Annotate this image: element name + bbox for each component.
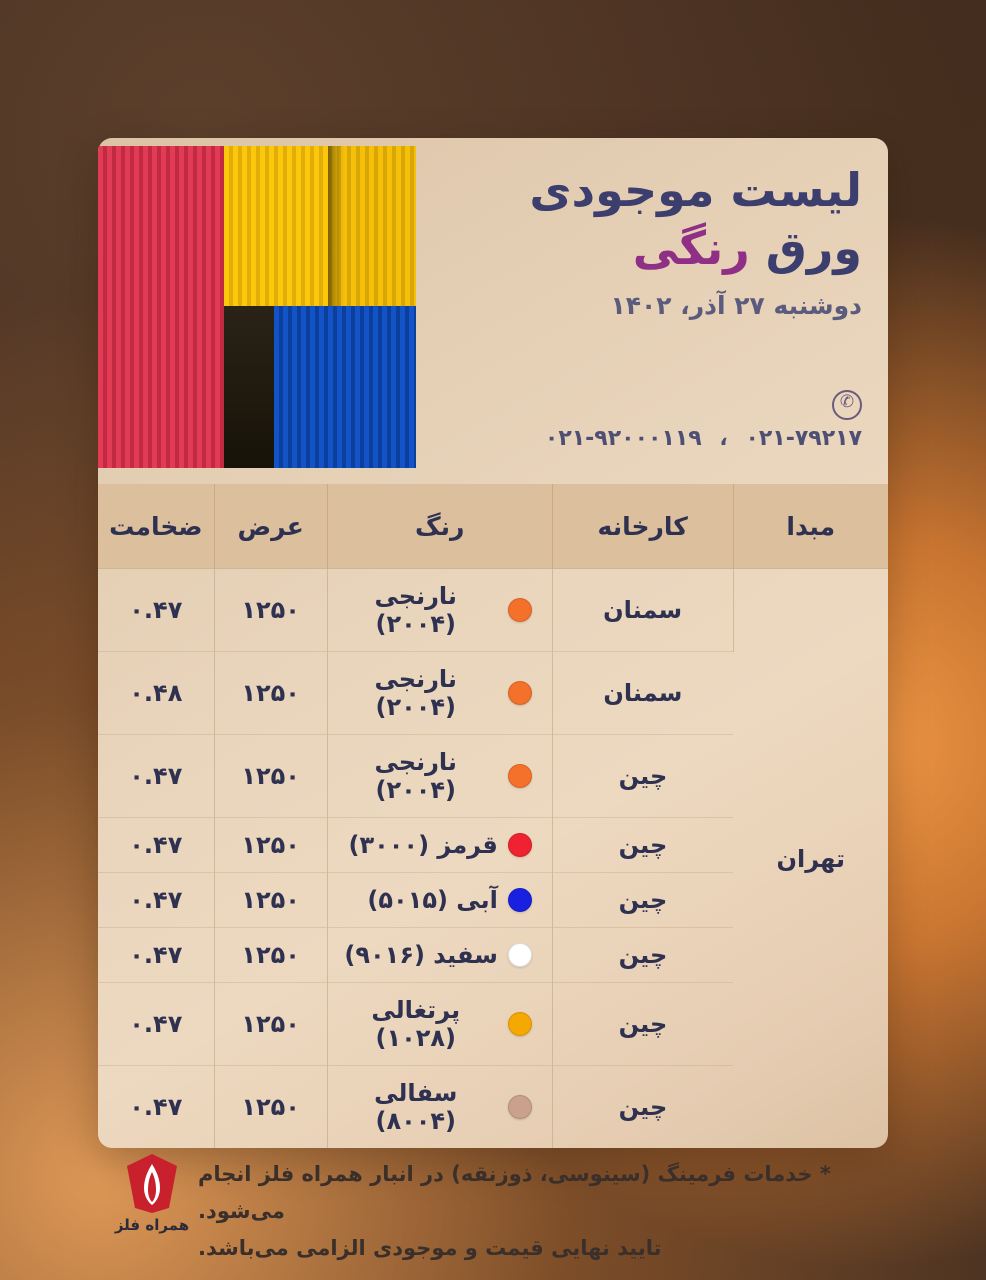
column-header-origin: مبدا bbox=[733, 484, 888, 569]
cell-thickness: ۰.۴۷ bbox=[98, 983, 214, 1066]
cell-thickness: ۰.۴۷ bbox=[98, 735, 214, 818]
page-title-line1: لیست موجودی bbox=[529, 163, 862, 217]
cell-color bbox=[327, 818, 552, 873]
cell-factory: چین bbox=[552, 735, 733, 818]
page-title-line2-plain: ورق bbox=[749, 220, 862, 275]
color-label: سفید (۹۰۱۶) bbox=[344, 941, 498, 969]
card-footer bbox=[98, 1152, 888, 1264]
cell-width: ۱۲۵۰ bbox=[214, 928, 327, 983]
table-row bbox=[98, 569, 888, 652]
cell-color bbox=[327, 652, 552, 735]
phone-numbers bbox=[442, 426, 862, 451]
report-date: دوشنبه ۲۷ آذر، ۱۴۰۲ bbox=[610, 291, 862, 320]
cell-width: ۱۲۵۰ bbox=[214, 1066, 327, 1149]
photo-stripe-yellow bbox=[224, 146, 342, 306]
color-cell-inner bbox=[334, 665, 546, 721]
table-head bbox=[98, 484, 888, 569]
color-label: نارنجی (۲۰۰۴) bbox=[374, 748, 457, 804]
color-swatch-icon bbox=[508, 1095, 532, 1119]
header-text-block bbox=[442, 162, 862, 320]
color-label: سفالی (۸۰۰۴) bbox=[374, 1079, 458, 1135]
cell-width: ۱۲۵۰ bbox=[214, 983, 327, 1066]
color-cell-inner bbox=[334, 886, 546, 914]
cell-factory: چین bbox=[552, 1066, 733, 1149]
cell-factory: چین bbox=[552, 983, 733, 1066]
card-header bbox=[98, 138, 888, 484]
cell-thickness: ۰.۴۷ bbox=[98, 1066, 214, 1149]
color-swatch-icon bbox=[508, 1012, 532, 1036]
phone-icon bbox=[832, 390, 862, 420]
cell-color bbox=[327, 928, 552, 983]
inventory-table-wrap bbox=[98, 484, 888, 1148]
cell-width: ۱۲۵۰ bbox=[214, 818, 327, 873]
column-header-width: عرض bbox=[214, 484, 327, 569]
cell-color bbox=[327, 983, 552, 1066]
color-cell-inner bbox=[334, 831, 546, 859]
color-label: آبی (۵۰۱۵) bbox=[367, 886, 498, 914]
cell-thickness: ۰.۴۷ bbox=[98, 928, 214, 983]
cell-width: ۱۲۵۰ bbox=[214, 652, 327, 735]
cell-thickness: ۰.۴۷ bbox=[98, 569, 214, 652]
cell-factory: چین bbox=[552, 873, 733, 928]
column-header-color: رنگ bbox=[327, 484, 552, 569]
cell-thickness: ۰.۴۷ bbox=[98, 818, 214, 873]
cell-color bbox=[327, 735, 552, 818]
color-cell-inner bbox=[334, 582, 546, 638]
color-label: قرمز (۳۰۰۰) bbox=[348, 831, 498, 859]
footer-note-2: تایید نهایی قیمت و موجودی الزامی می‌باشد. bbox=[198, 1235, 662, 1260]
column-header-thickness: ضخامت bbox=[98, 484, 214, 569]
cell-factory: سمنان bbox=[552, 652, 733, 735]
footer-note-1: * خدمات فرمینگ (سینوسی، ذوزنقه) در انبار همراه فلز انجام می‌شود. bbox=[198, 1162, 831, 1223]
color-swatch-icon bbox=[508, 598, 532, 622]
contact-block bbox=[442, 390, 862, 451]
cell-width: ۱۲۵۰ bbox=[214, 735, 327, 818]
inventory-table bbox=[98, 484, 888, 1148]
cell-thickness: ۰.۴۷ bbox=[98, 873, 214, 928]
color-swatch-icon bbox=[508, 681, 532, 705]
color-cell-inner bbox=[334, 1079, 546, 1135]
color-swatch-icon bbox=[508, 943, 532, 967]
cell-origin: تهران bbox=[733, 569, 888, 1149]
column-header-factory: کارخانه bbox=[552, 484, 733, 569]
photo-stripe-red bbox=[98, 146, 224, 468]
color-swatch-icon bbox=[508, 888, 532, 912]
color-label: پرتغالی (۱۰۲۸) bbox=[371, 996, 461, 1052]
color-cell-inner bbox=[334, 748, 546, 804]
phone-separator: ، bbox=[719, 426, 728, 451]
cell-color bbox=[327, 1066, 552, 1149]
table-body bbox=[98, 569, 888, 1149]
logo-shield-icon bbox=[125, 1152, 179, 1214]
logo-text: همراه فلز bbox=[114, 1216, 190, 1234]
cell-factory: چین bbox=[552, 818, 733, 873]
photo-stripe-shadow bbox=[328, 146, 344, 306]
phone-primary[interactable]: ۰۲۱-۹۲۰۰۰۱۱۹ bbox=[544, 426, 702, 451]
table-header-row bbox=[98, 484, 888, 569]
footer-notes bbox=[198, 1156, 888, 1266]
color-cell-inner bbox=[334, 996, 546, 1052]
cell-factory: چین bbox=[552, 928, 733, 983]
color-label: نارنجی (۲۰۰۴) bbox=[374, 582, 457, 638]
cell-factory: سمنان bbox=[552, 569, 733, 652]
company-logo bbox=[104, 1152, 200, 1234]
cell-thickness: ۰.۴۸ bbox=[98, 652, 214, 735]
color-swatch-icon bbox=[508, 833, 532, 857]
cell-color bbox=[327, 569, 552, 652]
page-title-line2-accent: رنگی bbox=[632, 220, 750, 275]
color-label: نارنجی (۲۰۰۴) bbox=[374, 665, 457, 721]
photo-stripe-yellow-right bbox=[342, 146, 416, 306]
cell-color bbox=[327, 873, 552, 928]
color-swatch-icon bbox=[508, 764, 532, 788]
inventory-card bbox=[98, 138, 888, 1148]
color-cell-inner bbox=[334, 941, 546, 969]
cell-width: ۱۲۵۰ bbox=[214, 873, 327, 928]
colored-sheet-photo bbox=[98, 146, 416, 468]
photo-stripe-dark bbox=[224, 306, 274, 468]
cell-width: ۱۲۵۰ bbox=[214, 569, 327, 652]
photo-stripe-blue bbox=[274, 306, 416, 468]
phone-secondary[interactable]: ۰۲۱-۷۹۲۱۷ bbox=[745, 426, 862, 451]
page-title-line2 bbox=[442, 220, 862, 278]
